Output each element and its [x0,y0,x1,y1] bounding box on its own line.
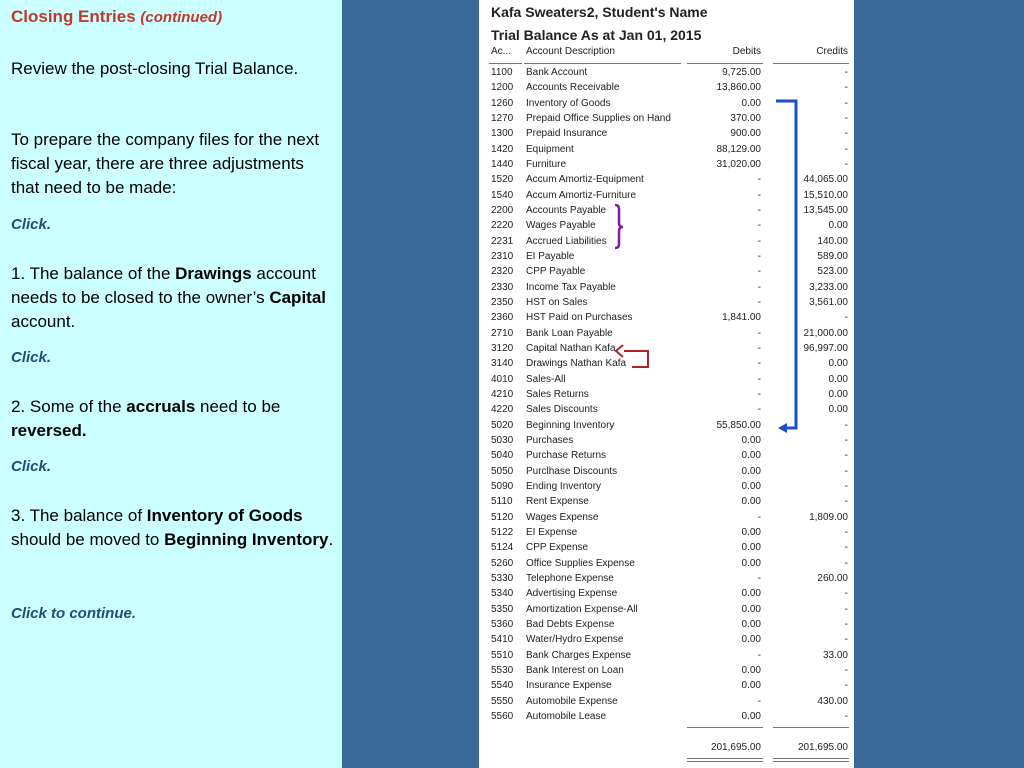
account-number: 5550 [491,695,514,707]
account-number: 5090 [491,480,514,492]
debit-value: - [757,281,761,293]
account-description: Bank Interest on Loan [526,664,624,676]
table-row [479,511,854,526]
debit-value: - [757,695,761,707]
account-number: 4210 [491,388,514,400]
account-number: 2320 [491,266,514,278]
table-row [479,557,854,572]
table-row [479,158,854,173]
table-row [479,311,854,326]
account-description: Bank Charges Expense [526,649,632,661]
account-description: CPP Payable [526,266,586,278]
account-number: 1520 [491,174,514,186]
table-row [479,603,854,618]
table-row [479,664,854,679]
account-number: 5530 [491,664,514,676]
debit-value: 1,841.00 [722,312,761,324]
table-row [479,143,854,158]
account-number: 5124 [491,542,514,554]
debit-value: - [757,572,761,584]
header-rule-description [524,63,681,64]
credit-value: - [844,419,848,431]
account-description: Beginning Inventory [526,419,615,431]
credit-value: 15,510.00 [803,189,848,201]
account-number: 3120 [491,342,514,354]
debit-value: 0.00 [741,680,761,692]
adjustment-1: 1. The balance of the Drawings account needs to be closed to the owner’s Capital account. [11,264,327,331]
account-description: Amortization Expense-All [526,603,638,615]
debit-value: 0.00 [741,710,761,722]
debit-value: - [757,174,761,186]
account-number: 5330 [491,572,514,584]
header-account: Ac... [491,46,512,57]
account-description: Bad Debts Expense [526,618,615,630]
account-number: 1270 [491,112,514,124]
credit-value: 21,000.00 [803,327,848,339]
trial-balance-report [479,0,854,768]
debit-value: 0.00 [741,588,761,600]
account-number: 2360 [491,312,514,324]
adjustment-2: 2. Some of the accruals need to be reversed. [11,397,281,440]
debit-value: 0.00 [741,603,761,615]
credit-value: 523.00 [817,266,848,278]
credit-value: 430.00 [817,695,848,707]
table-row [479,710,854,725]
table-row [479,127,854,142]
account-number: 2330 [491,281,514,293]
table-row [479,219,854,234]
credit-value: - [844,97,848,109]
debit-value: 13,860.00 [716,82,761,94]
debit-value: - [757,266,761,278]
account-number: 4010 [491,373,514,385]
table-row [479,495,854,510]
table-row [479,633,854,648]
account-description: Ending Inventory [526,480,602,492]
account-description: Wages Payable [526,220,596,232]
debit-value: 0.00 [741,465,761,477]
credit-value: - [844,526,848,538]
account-description: Insurance Expense [526,680,612,692]
credit-value: 589.00 [817,250,848,262]
credit-value: 3,233.00 [809,281,848,293]
debit-value: - [757,327,761,339]
table-row [479,342,854,357]
table-row [479,296,854,311]
account-number: 5122 [491,526,514,538]
account-number: 1420 [491,143,514,155]
table-row [479,541,854,556]
debit-value: 0.00 [741,97,761,109]
header-credits: Credits [816,46,848,57]
header-rule-account [489,63,522,64]
debit-value: 370.00 [730,112,761,124]
click-prompt-2[interactable]: Click. [11,349,52,366]
debit-value: - [757,220,761,232]
table-row [479,480,854,495]
account-number: 5260 [491,557,514,569]
debit-value: - [757,358,761,370]
account-number: 5410 [491,634,514,646]
account-number: 5510 [491,649,514,661]
total-credits: 201,695.00 [797,742,848,753]
credit-value: 3,561.00 [809,296,848,308]
table-row [479,526,854,541]
adjustments-intro: To prepare the company files for the next fiscal year, there are three adjustments that need to be made: [11,130,320,197]
table-row [479,81,854,96]
debit-value: 88,129.00 [716,143,761,155]
debit-value: - [757,404,761,416]
table-row [479,265,854,280]
total-double-rule-credits-2 [773,761,849,762]
header-rule-credits [773,63,849,64]
debit-value: - [757,342,761,354]
account-description: Sales Returns [526,388,589,400]
account-number: 4220 [491,404,514,416]
account-description: Advertising Expense [526,588,618,600]
debit-value: 0.00 [741,557,761,569]
account-number: 2310 [491,250,514,262]
table-row [479,649,854,664]
account-description: Drawings Nathan Kafa [526,358,627,370]
debit-value: - [757,204,761,216]
account-number: 2710 [491,327,514,339]
table-row [479,572,854,587]
title-suffix: (continued) [140,9,223,26]
account-description: Bank Account [526,67,588,78]
account-number: 5050 [491,465,514,477]
debit-value: 900.00 [730,128,761,140]
account-description: Rent Expense [526,496,589,508]
debit-value: 0.00 [741,526,761,538]
account-description: Equipment [526,143,574,155]
credit-value: - [844,603,848,615]
debit-value: 0.00 [741,634,761,646]
account-number: 2231 [491,235,514,247]
debit-value: - [757,189,761,201]
debit-value: 0.00 [741,434,761,446]
account-number: 1200 [491,82,514,94]
account-description: Furniture [526,158,567,170]
credit-value: 44,065.00 [803,174,848,186]
credit-value: - [844,434,848,446]
account-description: Sales-All [526,373,566,385]
account-description: EI Expense [526,526,578,538]
account-description: Accrued Liabilities [526,235,607,247]
table-row [479,587,854,602]
account-number: 2200 [491,204,514,216]
header-debits: Debits [732,46,761,57]
account-number: 2220 [491,220,514,232]
account-number: 5110 [491,496,513,508]
credit-value: 96,997.00 [803,342,848,354]
account-description: Automobile Lease [526,710,607,722]
table-row [479,281,854,296]
account-description: Prepaid Office Supplies on Hand [526,112,671,124]
debit-value: - [757,373,761,385]
table-row [479,618,854,633]
slide-title: Closing Entries (continued) [11,7,223,26]
account-description: CPP Expense [526,542,589,554]
continue-prompt[interactable]: Click to continue. [11,605,137,622]
account-number: 5340 [491,588,514,600]
account-description: EI Payable [526,250,575,262]
credit-value: 0.00 [828,358,848,370]
account-description: Capital Nathan Kafa [526,342,616,354]
credit-value: 0.00 [828,373,848,385]
account-description: Telephone Expense [526,572,614,584]
click-prompt-1[interactable]: Click. [11,216,52,233]
credit-value: - [844,312,848,324]
account-number: 5040 [491,450,514,462]
account-number: 1260 [491,97,514,109]
table-row [479,449,854,464]
credit-value: 140.00 [817,235,848,247]
credit-value: 13,545.00 [803,204,848,216]
credit-value: - [844,480,848,492]
debit-value: 31,020.00 [716,158,761,170]
credit-value: - [844,542,848,554]
credit-value: - [844,112,848,124]
debit-value: - [757,511,761,523]
table-row [479,373,854,388]
credit-value: - [844,82,848,94]
total-rule-debits [687,727,763,728]
debit-value: 0.00 [741,480,761,492]
table-row [479,679,854,694]
table-row [479,357,854,372]
debit-value: 0.00 [741,664,761,676]
table-row [479,66,854,81]
table-row [479,204,854,219]
table-row [479,434,854,449]
debit-value: 0.00 [741,496,761,508]
intro-text: Review the post-closing Trial Balance. [11,59,299,78]
table-row [479,695,854,710]
credit-value: 0.00 [828,388,848,400]
table-row [479,465,854,480]
credit-value: - [844,618,848,630]
credit-value: 0.00 [828,220,848,232]
instruction-panel [0,0,342,768]
table-row [479,388,854,403]
credit-value: - [844,634,848,646]
debit-value: - [757,388,761,400]
table-row [479,403,854,418]
account-description: Accum Amortiz-Equipment [526,174,644,186]
account-description: Inventory of Goods [526,97,611,109]
company-name: Kafa Sweaters2, Student's Name [491,4,708,20]
debit-value: - [757,250,761,262]
account-number: 1440 [491,158,514,170]
account-description: HST Paid on Purchases [526,312,633,324]
account-number: 1100 [491,67,513,78]
credit-value: - [844,465,848,477]
table-row [479,235,854,250]
report-title: Trial Balance As at Jan 01, 2015 [491,27,702,43]
total-double-rule-credits-1 [773,758,849,759]
account-number: 2350 [491,296,514,308]
table-row [479,419,854,434]
account-number: 1540 [491,189,514,201]
total-debits: 201,695.00 [710,742,761,753]
table-row [479,112,854,127]
table-row [479,189,854,204]
credit-value: - [844,158,848,170]
credit-value: - [844,664,848,676]
account-description: Bank Loan Payable [526,327,613,339]
account-description: Office Supplies Expense [526,557,635,569]
debit-value: 0.00 [741,542,761,554]
credit-value: - [844,557,848,569]
account-number: 5120 [491,511,514,523]
account-description: Prepaid Insurance [526,128,608,140]
credit-value: 260.00 [817,572,848,584]
account-description: Accounts Payable [526,204,607,216]
total-double-rule-debits-2 [687,761,763,762]
debit-value: - [757,235,761,247]
account-number: 5350 [491,603,514,615]
account-number: 5560 [491,710,514,722]
account-description: Wages Expense [526,511,599,523]
credit-value: - [844,128,848,140]
table-row [479,97,854,112]
table-row [479,327,854,342]
total-double-rule-debits-1 [687,758,763,759]
account-description: HST on Sales [526,296,588,308]
credit-value: - [844,67,848,78]
credit-value: - [844,143,848,155]
account-description: Accounts Receivable [526,82,620,94]
account-description: Sales Discounts [526,404,598,416]
credit-value: - [844,496,848,508]
table-row [479,173,854,188]
credit-value: - [844,680,848,692]
debit-value: - [757,649,761,661]
account-number: 3140 [491,358,514,370]
credit-value: 1,809.00 [809,511,848,523]
total-rule-credits [773,727,849,728]
account-number: 5030 [491,434,514,446]
credit-value: 33.00 [822,649,848,661]
account-number: 5020 [491,419,514,431]
debit-value: 0.00 [741,618,761,630]
account-number: 1300 [491,128,514,140]
account-number: 5360 [491,618,514,630]
adjustment-3: 3. The balance of Inventory of Goods should be moved to Beginning Inventory. [11,506,334,549]
account-description: Accum Amortiz-Furniture [526,189,637,201]
account-number: 5540 [491,680,514,692]
account-description: Purchases [526,434,574,446]
credit-value: - [844,450,848,462]
account-description: Income Tax Payable [526,281,616,293]
table-row [479,250,854,265]
account-description: Water/Hydro Expense [526,634,624,646]
debit-value: 0.00 [741,450,761,462]
account-description: Purclhase Discounts [526,465,618,477]
click-prompt-3[interactable]: Click. [11,458,52,475]
header-rule-debits [687,63,763,64]
credit-value: 0.00 [828,404,848,416]
debit-value: 9,725.00 [722,67,761,78]
debit-value: - [757,296,761,308]
debit-value: 55,850.00 [716,419,761,431]
account-description: Purchase Returns [526,450,607,462]
credit-value: - [844,588,848,600]
account-description: Automobile Expense [526,695,618,707]
credit-value: - [844,710,848,722]
header-description: Account Description [526,46,615,57]
